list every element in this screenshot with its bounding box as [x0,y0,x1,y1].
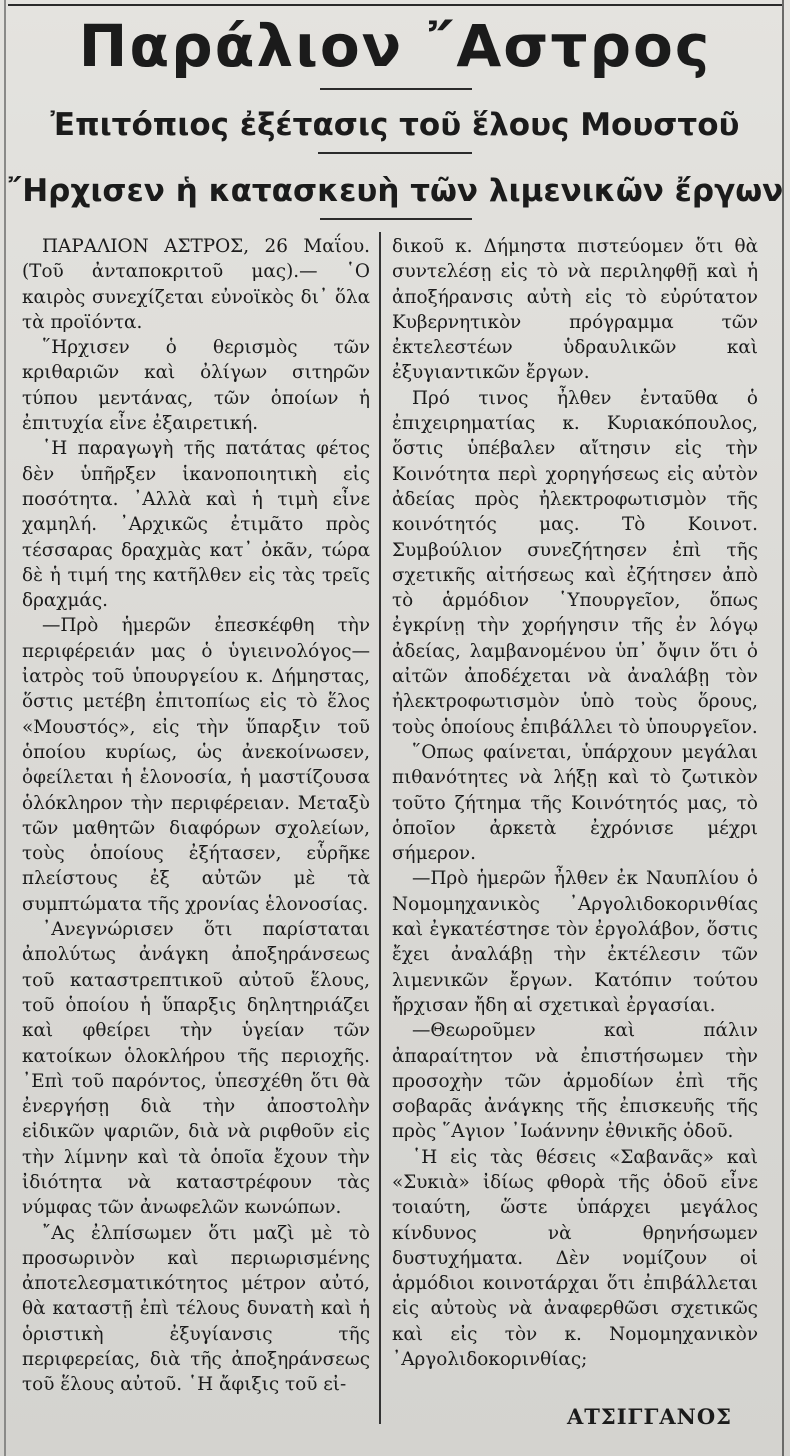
right-border [782,0,784,1456]
column-divider [379,232,381,1424]
paragraph: Πρό τινος ἦλθεν ἐνταῦθα ὁ ἐπιχειρηματίας κ. Κυριακόπουλος, ὅστις ὑπέβαλεν αἴτησιν εἰς τὴν Κοινότητα περὶ χορηγήσεως εἰς αὐτὸν ἀδείας πρὸς ἠλεκτροφωτισμὸν τῆς κοινότητός μας. Τὸ Κοινοτ. Συμβούλιον συνεζήτησεν ἐπὶ τῆς σχετικῆς αἰτήσεως καὶ ἐζήτησεν ἀπὸ τὸ ἁρμόδιον ῾Υπουργεῖον, ὅπως ἐγκρίνῃ τὴν χορήγησιν τῆς ἐν λόγῳ ἀδείας, λαμβανομένου ὑπ᾽ ὄψιν ὅτι ὁ αἰτῶν ἀποδέχεται νὰ ἀναλάβῃ τὸν ἠλεκτροφωτισμὸν ὑπὸ τοὺς ὅρους, τοὺς ὁποίους ἐπιβάλλει τὸ ὑπουργεῖον. [392,387,758,738]
subhead-2: ῎Ηρχισεν ἡ κατασκευὴ τῶν λιμενικῶν ἔργων [6,173,784,209]
paragraph: ῞Ηρχισεν ὁ θερισμὸς τῶν κριθαριῶν καὶ ὀλίγων σιτηρῶν τύπου μεντάνας, τῶν ὁποίων ἡ ἐπιτυχία εἶνε ἐξαιρετική. [22,337,370,435]
article-right-column [392,234,758,1372]
paragraph: ῾Η παραγωγὴ τῆς πατάτας φέτος δὲν ὑπῆρξεν ἱκανοποιητικὴ εἰς ποσότητα. ᾽Αλλὰ καὶ ἡ τιμὴ εἶνε χαμηλή. ᾽Αρχικῶς ἐτιμᾶτο πρὸς τέσσαρας δραχμὰς κατ᾽ ὀκᾶν, τώρα δὲ ἡ τιμή της κατῆλθεν εἰς τὰς τρεῖς δραχμάς. [22,438,370,612]
article-left-column [22,234,370,1398]
paragraph: —Πρὸ ἡμερῶν ἐπεσκέφθη τὴν περιφέρειάν μας ὁ ὑγιεινολόγος— ἰατρὸς τοῦ ὑπουργείου κ. Δήμηστας, ὅστις μετέβη ἐπιτοπίως εἰς τὸ ἕλος «Μουστός», εἰς τὴν ὕπαρξιν τοῦ ὁποίου κυρίως, ὡς ἀνεκοίνωσεν, ὀφείλεται ἡ ἑλονοσία, ἡ μαστίζουσα ὁλόκληρον τὴν περιφέρειαν. Μεταξὺ τῶν μαθητῶν διαφόρων σχολείων, τοὺς ὁποίους ἐξήτασεν, εὗρῆκε πλείστους ἐξ αὐτῶν μὲ τὰ συμπτώματα τῆς χρονίας ἑλονοσίας. [22,615,370,915]
paragraph: ῞Οπως φαίνεται, ὑπάρχουν μεγάλαι πιθανότητες νὰ λήξῃ καὶ τὸ ζωτικὸν τοῦτο ζήτημα τῆς Κοινότητός μας, τὸ ὁποῖον ἀρκετὰ ἐχρόνισε μέχρι σήμερον. [392,741,758,865]
paragraph: —Πρὸ ἡμερῶν ἦλθεν ἐκ Ναυπλίου ὁ Νομομηχανικὸς ᾽Αργολιδοκορινθίας καὶ ἐγκατέστησε τὸν ἐργολάβον, ὅστις ἔχει ἀναλάβῃ τὴν ἐκτέλεσιν τῶν λιμενικῶν ἔργων. Κατόπιν τούτου ἤρχισαν ἤδη αἱ σχετικαὶ ἐργασίαι. [392,868,758,1016]
left-border [4,0,6,1456]
subhead-1: Ἐπιτόπιος ἐξέτασις τοῦ ἕλους Μουστοῦ [50,107,740,143]
subhead-rule-1 [318,152,472,154]
author-signature: ΑΤΣΙΓΓΑΝΟΣ [566,1404,732,1429]
paragraph: ῎Ας ἐλπίσωμεν ὅτι μαζὶ μὲ τὸ προσωρινὸν καὶ περιωρισμένης ἀποτελεσματικότητος μέτρον αὐτό, θὰ καταστῇ ἐπὶ τέλους δυνατὴ καὶ ἡ ὁριστικὴ ἐξυγίανσις τῆς περιφερείας, διὰ τῆς ἀποξηράνσεως τοῦ ἕλους αὐτοῦ. ῾Η ἄφιξις τοῦ εἰ- [22,1222,370,1396]
headline: Παράλιον ῎Αστρος [78,12,712,80]
paragraph: ΠΑΡΑΛΙΟΝ ΑΣΤΡΟΣ, 26 Μαΐου. (Τοῦ ἀνταποκριτοῦ μας).— ῾Ο καιρὸς συνεχίζεται εὐνοϊκὸς δι᾽ ὅλα τὰ προϊόντα. [22,236,370,333]
paragraph: —Θεωροῦμεν καὶ πάλιν ἀπαραίτητον νὰ ἐπιστήσωμεν τὴν προσοχὴν τῶν ἁρμοδίων ἐπὶ τῆς σοβαρᾶς ἀνάγκης τῆς ἐπισκευῆς τῆς πρὸς ῞Αγιον ᾽Ιωάννην ἐθνικῆς ὁδοῦ. [392,1020,758,1143]
headline-rule [320,88,472,90]
paragraph: ῾Η εἰς τὰς θέσεις «Σαβανᾶς» καὶ «Συκιὰ» ἰδίως φθορὰ τῆς ὁδοῦ εἶνε τοιαύτη, ὥστε ὑπάρχει μεγάλος κίνδυνος νὰ θρηνήσωμεν δυστυχήματα. Δὲν νομίζουν οἱ ἁρμόδιοι κοινοτάρχαι ὅτι ἐπιβάλλεται εἰς αὐτοὺς νὰ ἀναφερθῶσι σχετικῶς καὶ εἰς τὸν κ. Νομομηχανικὸν ᾽Αργολιδοκορινθίας; [392,1146,758,1371]
paragraph: ᾽Ανεγνώρισεν ὅτι παρίσταται ἀπολύτως ἀνάγκη ἀποξηράνσεως τοῦ καταστρεπτικοῦ αὐτοῦ ἕλους, τοῦ ὁποίου ἡ ὕπαρξις δηλητηριάζει καὶ φθείρει τὴν ὑγείαν τῶν κατοίκων ὁλοκλήρου τῆς περιοχῆς. ᾽Επὶ τοῦ παρόντος, ὑπεσχέθη ὅτι θὰ ἐνεργήσῃ διὰ τὴν ἀποστολὴν εἰδικῶν ψαριῶν, διὰ νὰ ριφθοῦν εἰς τὴν λίμνην καὶ τὰ ὁποῖα ἔχουν τὴν ἰδιότητα νὰ καταστρέφουν τὰς νύμφας τῶν ἀνωφελῶν κωνώπων. [22,919,370,1219]
paragraph: δικοῦ κ. Δήμηστα πιστεύομεν ὅτι θὰ συντελέσῃ εἰς τὸ νὰ περιληφθῇ καὶ ἡ ἀποξήρανσις αὐτὴ εἰς τὸ εὐρύτατον Κυβερνητικὸν πρόγραμμα τῶν ἐκτελεστέων ὑδραυλικῶν καὶ ἐξυγιαντικῶν ἔργων. [392,236,758,384]
subhead-rule-2 [320,218,472,220]
